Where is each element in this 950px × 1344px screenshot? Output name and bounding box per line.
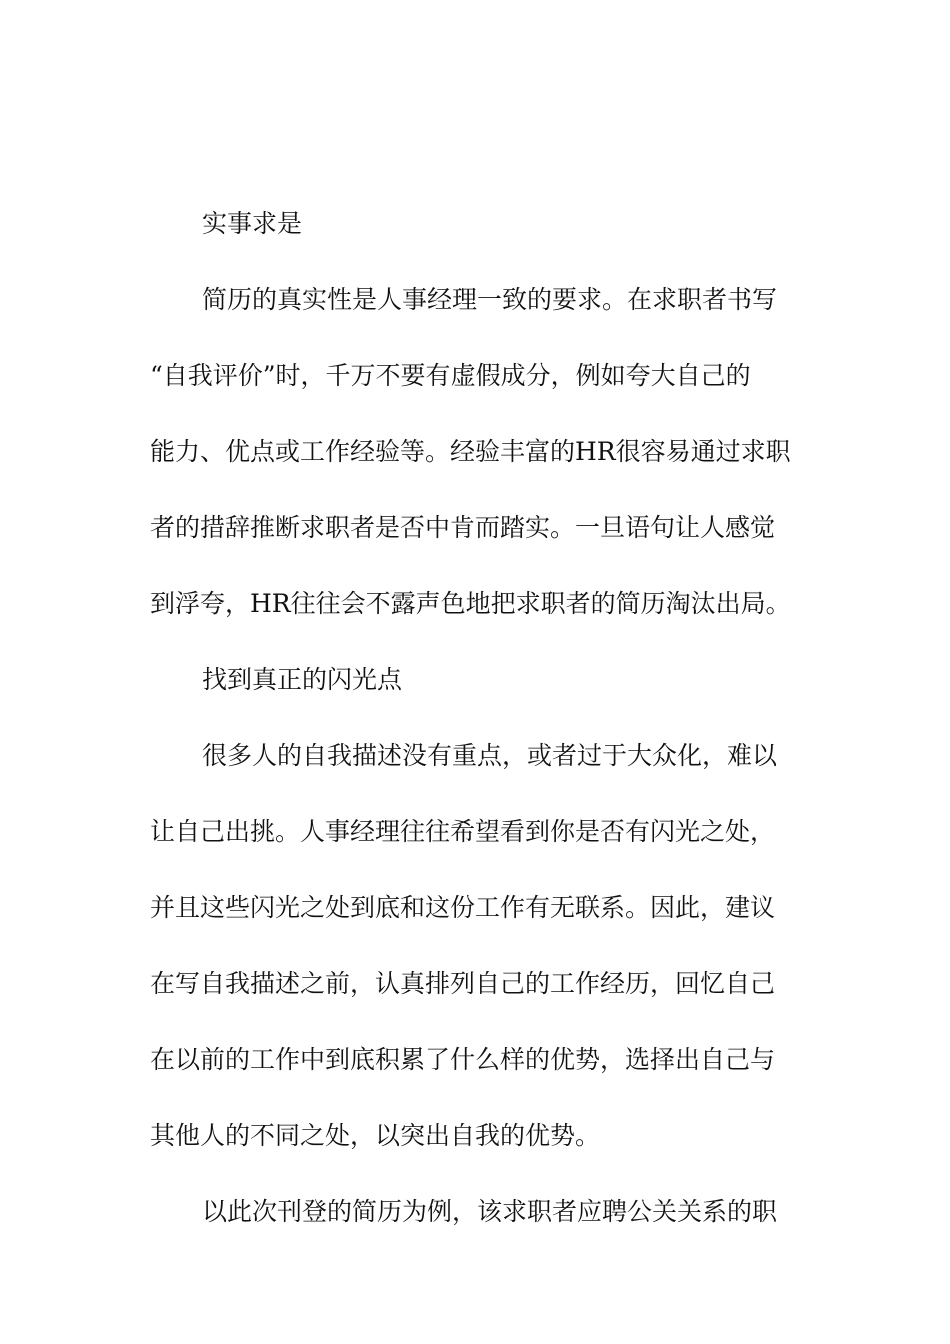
paragraph-line: “自我评价”时，千万不要有虚假成分，例如夸大自己的 [150, 361, 751, 390]
paragraph-line: 在写自我描述之前，认真排列自己的工作经历，回忆自己 [150, 969, 776, 998]
paragraph-line: 以此次刊登的简历为例，该求职者应聘公关关系的职 [202, 1197, 778, 1226]
paragraph-line: 能力、优点或工作经验等。经验丰富的HR很容易通过求职 [150, 437, 791, 466]
paragraph-line: 在以前的工作中到底积累了什么样的优势，选择出自己与 [150, 1045, 776, 1074]
section-heading-highlights: 找到真正的闪光点 [202, 665, 403, 694]
paragraph-line: 者的措辞推断求职者是否中肯而踏实。一旦语句让人感觉 [150, 513, 776, 542]
paragraph-line: 让自己出挑。人事经理往往希望看到你是否有闪光之处， [150, 817, 776, 846]
paragraph-line: 简历的真实性是人事经理一致的要求。在求职者书写 [202, 285, 778, 314]
paragraph-line: 到浮夸，HR往往会不露声色地把求职者的简历淘汰出局。 [150, 589, 791, 618]
document-body [150, 198, 806, 1262]
paragraph-line: 很多人的自我描述没有重点，或者过于大众化，难以 [202, 741, 778, 770]
paragraph-line: 并且这些闪光之处到底和这份工作有无联系。因此，建议 [150, 893, 776, 922]
paragraph-line: 其他人的不同之处，以突出自我的优势。 [150, 1121, 601, 1150]
section-heading-truthfulness: 实事求是 [202, 209, 303, 238]
